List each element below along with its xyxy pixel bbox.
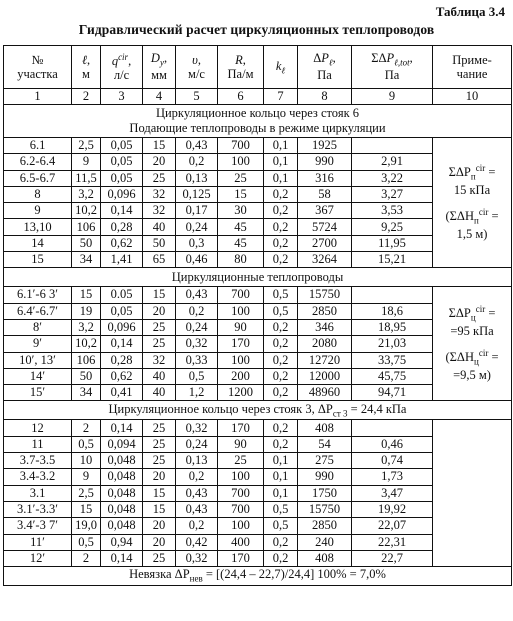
cell-col3: 0,94 [101,534,143,550]
cell-col5: 0,43 [176,501,218,517]
cell-col3: 0,28 [101,352,143,368]
cell-col7: 0,2 [264,534,298,550]
cell-col3: 0,14 [101,550,143,566]
cell-col2: 3,2 [72,186,101,202]
col-number: 4 [143,89,176,105]
cell-col8: 2850 [298,518,352,534]
cell-col7: 0,1 [264,469,298,485]
cell-col9: 22,07 [352,518,433,534]
note-cell [433,138,512,268]
cell-col6: 100 [218,303,264,319]
cell-col8: 3264 [298,252,352,268]
cell-col9: 18,95 [352,319,433,335]
cell-col1: 3.4-3.2 [4,469,72,485]
cell-col2: 15 [72,501,101,517]
table-title: Гидравлический расчет циркуляционных теплопроводов [78,22,435,37]
header-dp: $\Delta P_\ell$, Па [298,46,352,89]
cell-col8: 316 [298,170,352,186]
cell-col5: 0,32 [176,420,218,436]
cell-col3: 0,28 [101,219,143,235]
col-number: 2 [72,89,101,105]
cell-col9: 19,92 [352,501,433,517]
cell-col2: 10 [72,453,101,469]
cell-col5: 0,5 [176,368,218,384]
cell-col5: 0,17 [176,203,218,219]
cell-col2: 50 [72,368,101,384]
cell-col2: 2,5 [72,138,101,154]
cell-col3: 0,05 [101,154,143,170]
cell-col4: 32 [143,186,176,202]
cell-col9 [352,138,433,154]
cell-col2: 10,2 [72,203,101,219]
note-sup: cir [475,304,486,315]
cell-col3: 0,05 [101,303,143,319]
cell-col3: 0,048 [101,518,143,534]
col-number: 5 [176,89,218,105]
cell-col7: 0,2 [264,319,298,335]
cell-col5: 0,2 [176,154,218,170]
cell-col3: 0,05 [101,170,143,186]
cell-col8: 15750 [298,501,352,517]
cell-col1: 3.7-3.5 [4,453,72,469]
cell-col1: 6.2-6.4 [4,154,72,170]
cell-col6: 200 [218,368,264,384]
cell-col2: 2,5 [72,485,101,501]
cell-col9: 1,73 [352,469,433,485]
note-gap [436,340,508,348]
cell-col1: 9 [4,203,72,219]
cell-col1: 11 [4,436,72,452]
cell-col4: 15 [143,287,176,303]
section-header [4,105,512,138]
note-sub: п [470,171,476,182]
cell-col2: 0,5 [72,534,101,550]
note-sub: ц [474,356,479,367]
cell-col7: 0,1 [264,138,298,154]
cell-col5: 0,42 [176,534,218,550]
cell-col6: 170 [218,550,264,566]
cell-col2: 10,2 [72,336,101,352]
cell-col9: 94,71 [352,385,433,401]
footer-sub: нев [189,573,203,584]
note-value: 15 кПа [453,183,491,198]
cell-col1: 13,10 [4,219,72,235]
cell-col5: 1,2 [176,385,218,401]
cell-col8: 408 [298,420,352,436]
header-velocity: υ, м/с [176,46,218,89]
cell-col7: 0,2 [264,352,298,368]
cell-col5: 0,24 [176,436,218,452]
cell-col2: 9 [72,154,101,170]
cell-col8: 2850 [298,303,352,319]
cell-col9: 3,22 [352,170,433,186]
cell-col8: 240 [298,534,352,550]
cell-col3: 0.05 [101,287,143,303]
section3-title: Циркуляционное кольцо через стояк 3, $\Delta P_{ст 3} = 24,4$ кПа [4,401,512,420]
col-number: 9 [352,89,433,105]
cell-col9: 3,53 [352,203,433,219]
cell-col3: 0,096 [101,186,143,202]
cell-col2: 9 [72,469,101,485]
cell-col4: 25 [143,550,176,566]
cell-col4: 25 [143,420,176,436]
cell-col4: 25 [143,453,176,469]
col-number: 8 [298,89,352,105]
cell-col1: 9′ [4,336,72,352]
header-flow: $q^{cir}$, л/с [101,46,143,89]
cell-col9: 18,6 [352,303,433,319]
cell-col1: 11′ [4,534,72,550]
cell-col4: 15 [143,501,176,517]
note-sum-dh: ($\Sigma\Delta H_ц^{cir}$ = [445,347,499,367]
section1-line1: Циркуляционное кольцо через стояк 6 [155,106,360,120]
cell-col4: 25 [143,319,176,335]
cell-col1: 14′ [4,368,72,384]
note-value: =9,5 м) [453,367,491,382]
cell-col3: 0,094 [101,436,143,452]
cell-col3: 0,048 [101,485,143,501]
cell-col7: 0,1 [264,154,298,170]
cell-col1: 10′, 13′ [4,352,72,368]
cell-col7: 0,2 [264,336,298,352]
col-number: 7 [264,89,298,105]
cell-col3: 0,14 [101,203,143,219]
cell-col9: 21,03 [352,336,433,352]
cell-col9: 15,21 [352,252,433,268]
cell-col8: 408 [298,550,352,566]
header-r: R, Па/м [218,46,264,89]
cell-col8: 48960 [298,385,352,401]
cell-col8: 1750 [298,485,352,501]
cell-col9: 11,95 [352,235,433,251]
cell-col6: 15 [218,186,264,202]
note-cell [433,287,512,401]
cell-col4: 15 [143,485,176,501]
cell-col2: 19 [72,303,101,319]
cell-col3: 0,62 [101,368,143,384]
cell-col3: 0,05 [101,138,143,154]
cell-col7: 0,2 [264,219,298,235]
note-sum-dp: $\Sigma\Delta P_ц^{cir}$ = [448,304,496,324]
cell-col8: 1925 [298,138,352,154]
cell-col4: 40 [143,385,176,401]
cell-col6: 100 [218,154,264,170]
header-segment: № участка [4,46,72,89]
hydraulic-table [3,45,512,586]
cell-col6: 80 [218,252,264,268]
cell-col8: 346 [298,319,352,335]
cell-col7: 0,1 [264,485,298,501]
cell-col5: 0,24 [176,319,218,335]
cell-col5: 0,32 [176,550,218,566]
cell-col6: 25 [218,170,264,186]
cell-col4: 25 [143,336,176,352]
cell-col2: 106 [72,219,101,235]
cell-col1: 12′ [4,550,72,566]
cell-col3: 0,048 [101,469,143,485]
cell-col6: 100 [218,518,264,534]
cell-col9: 2,91 [352,154,433,170]
cell-col3: 0,62 [101,235,143,251]
cell-col4: 25 [143,436,176,452]
note-cell-empty [433,420,512,567]
cell-col4: 50 [143,235,176,251]
table-row [4,420,512,436]
cell-col5: 0,13 [176,170,218,186]
cell-col7: 0,2 [264,368,298,384]
cell-col2: 2 [72,550,101,566]
section1-title [4,105,512,138]
cell-col7: 0,2 [264,550,298,566]
cell-col1: 15 [4,252,72,268]
cell-col6: 30 [218,203,264,219]
header-k: $k_\ell$ [264,46,298,89]
cell-col4: 25 [143,170,176,186]
cell-col2: 11,5 [72,170,101,186]
cell-col7: 0,2 [264,385,298,401]
cell-col1: 6.5-6.7 [4,170,72,186]
cell-col6: 90 [218,319,264,335]
cell-col8: 2700 [298,235,352,251]
cell-col8: 12720 [298,352,352,368]
cell-col3: 0,096 [101,319,143,335]
cell-col6: 170 [218,336,264,352]
cell-col4: 32 [143,203,176,219]
col-number: 10 [433,89,512,105]
cell-col9 [352,287,433,303]
section3-sub: ст 3 [332,408,348,419]
cell-col3: 0,41 [101,385,143,401]
note-sup: cir [475,163,486,174]
cell-col4: 40 [143,368,176,384]
header-note: Приме- чание [433,46,512,89]
cell-col4: 20 [143,534,176,550]
cell-col1: 3.4′-3 7′ [4,518,72,534]
note-sub: ц [470,313,476,324]
cell-col4: 32 [143,352,176,368]
cell-col6: 100 [218,352,264,368]
cell-col6: 45 [218,235,264,251]
cell-col1: 6.4′-6.7′ [4,303,72,319]
col-number: 1 [4,89,72,105]
cell-col6: 25 [218,453,264,469]
cell-col1: 8′ [4,319,72,335]
cell-col6: 1200 [218,385,264,401]
cell-col4: 20 [143,518,176,534]
cell-col6: 700 [218,287,264,303]
cell-col2: 0,5 [72,436,101,452]
note-sum-dp: $\Sigma\Delta P_п^{cir}$ = [448,163,496,182]
cell-col5: 0,43 [176,287,218,303]
cell-col6: 400 [218,534,264,550]
table-row [4,287,512,303]
cell-col5: 0,2 [176,303,218,319]
section2-title: Циркуляционные теплопроводы [4,268,512,287]
mismatch-formula: Невязка $\Delta P_{нев} = [(24,4 - 22,7)/24,4] 100\% = 7,0\%$ [4,567,512,586]
cell-col7: 0,5 [264,518,298,534]
cell-col6: 700 [218,501,264,517]
cell-col5: 0,32 [176,336,218,352]
section-header [4,268,512,287]
cell-col8: 12000 [298,368,352,384]
header-sum-dp: $\Sigma\Delta P_{\ell,tot}$, Па [352,46,433,89]
cell-col2: 34 [72,385,101,401]
column-number-row [4,89,512,105]
note-value: 1,5 м) [456,226,488,241]
cell-col6: 700 [218,138,264,154]
cell-col7: 0,2 [264,436,298,452]
cell-col2: 106 [72,352,101,368]
cell-col2: 3,2 [72,319,101,335]
cell-col8: 5724 [298,219,352,235]
cell-col8: 2080 [298,336,352,352]
cell-col5: 0,33 [176,352,218,368]
col-number: 3 [101,89,143,105]
cell-col6: 170 [218,420,264,436]
cell-col5: 0,24 [176,219,218,235]
cell-col9: 0,74 [352,453,433,469]
cell-col1: 6.1′-6 3′ [4,287,72,303]
cell-col7: 0,2 [264,420,298,436]
cell-col2: 34 [72,252,101,268]
cell-col3: 0,14 [101,336,143,352]
cell-col1: 14 [4,235,72,251]
cell-col5: 0,2 [176,469,218,485]
col-number: 6 [218,89,264,105]
note-sub: п [474,215,479,226]
cell-col9: 0,46 [352,436,433,452]
cell-col4: 20 [143,154,176,170]
cell-col5: 0,43 [176,485,218,501]
cell-col6: 100 [218,469,264,485]
cell-col1: 8 [4,186,72,202]
cell-col9: 3,47 [352,485,433,501]
cell-col2: 15 [72,287,101,303]
cell-col1: 12 [4,420,72,436]
cell-col2: 19,0 [72,518,101,534]
cell-col3: 0,048 [101,453,143,469]
cell-col8: 54 [298,436,352,452]
cell-col3: 0,14 [101,420,143,436]
section1-line2: Подающие теплопроводы в режиме циркуляции [129,121,386,135]
cell-col7: 0,5 [264,303,298,319]
cell-col9: 22,31 [352,534,433,550]
cell-col6: 45 [218,219,264,235]
header-diameter: $D_y$, мм [143,46,176,89]
cell-col5: 0,46 [176,252,218,268]
cell-col5: 0,3 [176,235,218,251]
cell-col7: 0,2 [264,203,298,219]
note-sum-dh: ($\Sigma\Delta H_п^{cir}$ = [445,206,499,226]
cell-col4: 40 [143,219,176,235]
cell-col3: 1,41 [101,252,143,268]
cell-col7: 0,5 [264,287,298,303]
cell-col9: 45,75 [352,368,433,384]
cell-col8: 275 [298,453,352,469]
cell-col1: 3.1′-3.3′ [4,501,72,517]
cell-col5: 0,2 [176,518,218,534]
cell-col5: 0,43 [176,138,218,154]
cell-col2: 50 [72,235,101,251]
cell-col4: 20 [143,303,176,319]
cell-col9: 9,25 [352,219,433,235]
cell-col4: 65 [143,252,176,268]
cell-col7: 0,2 [264,235,298,251]
cell-col3: 0,048 [101,501,143,517]
note-sup: cir [478,206,489,217]
cell-col4: 20 [143,469,176,485]
note-sup: cir [478,347,489,358]
cell-col8: 58 [298,186,352,202]
cell-col1: 6.1 [4,138,72,154]
note-value: =95 кПа [450,324,494,339]
cell-col9: 3,27 [352,186,433,202]
cell-col8: 990 [298,469,352,485]
cell-col7: 0,1 [264,453,298,469]
section-header [4,401,512,420]
cell-col7: 0,2 [264,186,298,202]
cell-col6: 90 [218,436,264,452]
header-row [4,46,512,89]
cell-col7: 0,2 [264,252,298,268]
cell-col4: 15 [143,138,176,154]
note-gap [436,199,508,207]
cell-col1: 3.1 [4,485,72,501]
cell-col8: 367 [298,203,352,219]
cell-col1: 15′ [4,385,72,401]
cell-col9 [352,420,433,436]
cell-col9: 33,75 [352,352,433,368]
table-row [4,138,512,154]
cell-col8: 15750 [298,287,352,303]
header-length: ℓ, м [72,46,101,89]
cell-col5: 0,125 [176,186,218,202]
table-caption: Таблица 3.4 [435,4,505,19]
cell-col8: 990 [298,154,352,170]
cell-col7: 0,1 [264,170,298,186]
cell-col7: 0,5 [264,501,298,517]
cell-col9: 22,7 [352,550,433,566]
cell-col2: 2 [72,420,101,436]
cell-col5: 0,13 [176,453,218,469]
cell-col6: 700 [218,485,264,501]
footer-row [4,567,512,586]
